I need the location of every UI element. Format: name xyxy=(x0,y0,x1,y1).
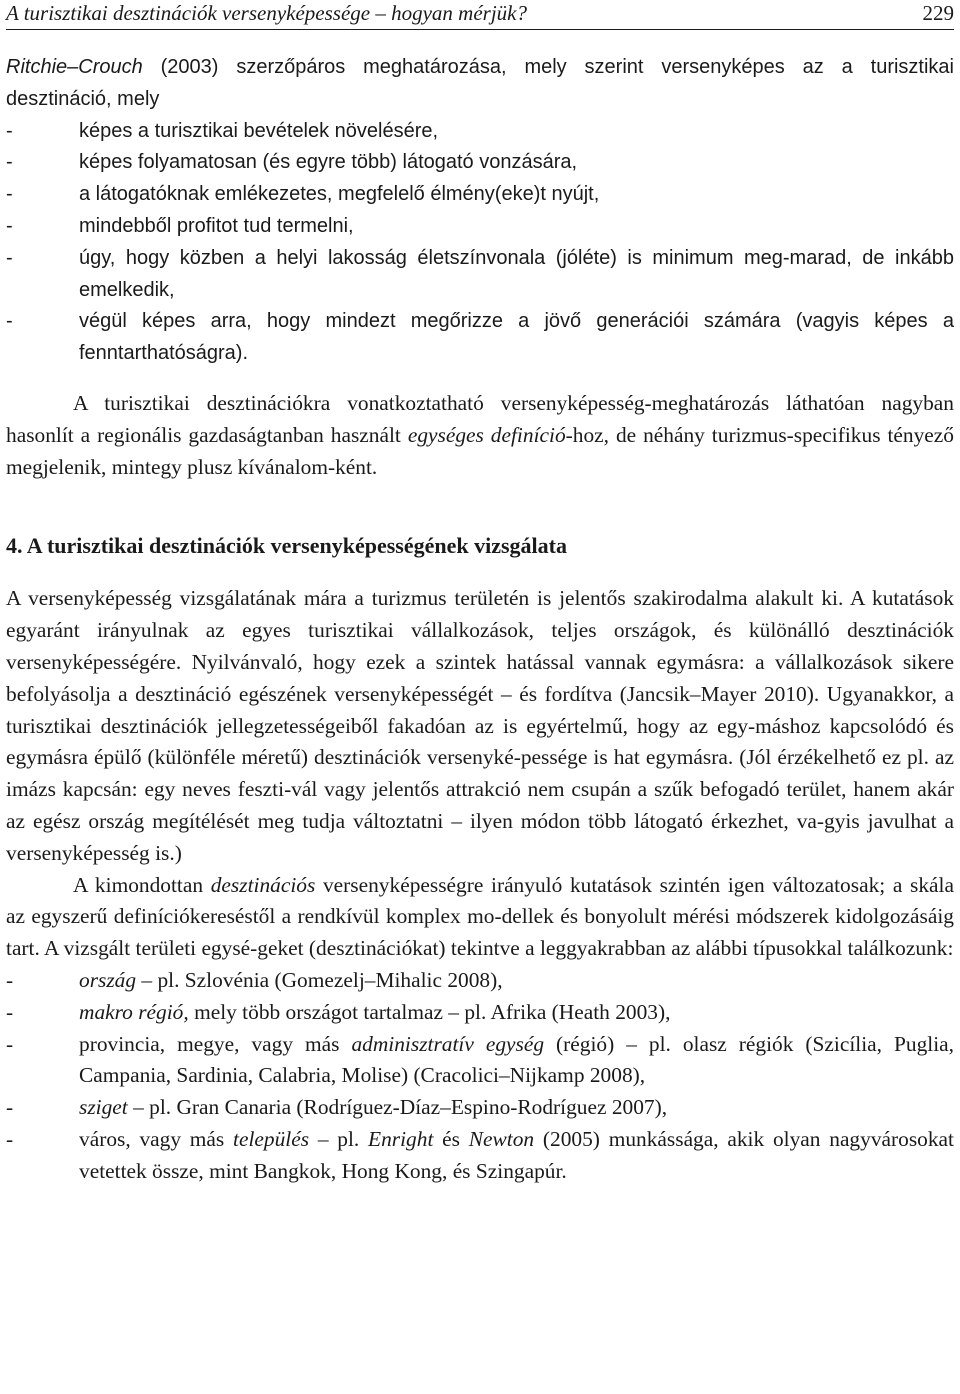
list-item: - ország – pl. Szlovénia (Gomezelj–Mihalic 2008), xyxy=(6,967,503,992)
definition-block xyxy=(6,52,954,370)
destination-types-list xyxy=(6,965,954,1188)
page-number: 229 xyxy=(922,1,954,25)
section-heading: 4. A turisztikai desztinációk versenyképességének vizsgálata xyxy=(6,533,567,559)
list-item: - úgy, hogy közben a helyi lakosság életszínvonala (jóléte) is minimum meg-marad, de inkább emelkedik, xyxy=(6,246,954,301)
list-item: - sziget – pl. Gran Canaria (Rodríguez-Díaz–Espino-Rodríguez 2007), xyxy=(6,1095,668,1120)
list-item: - mindebből profitot tud termelni, xyxy=(6,214,354,237)
definition-authors: Ritchie–Crouch xyxy=(6,56,143,78)
definition-list xyxy=(6,116,954,370)
list-item: - város, vagy más település – pl. Enright és Newton (2005) munkássága, akik olyan nagyvárosokat vetettek össze, mint Bangkok, Hong Kong, és Szingapúr. xyxy=(6,1126,954,1183)
paragraph-destination-research: A kimondottan desztinációs versenyképességre irányuló kutatások szintén igen változatosak; a skála az egyszerű definíciókereséstől a rendkívül komplex mo-dellek és bonyolult mérési módszerek kidolgozásáig tart. A vizsgált területi egysé-geket (desztinációkat) tekintve a leggyakrabban az alábbi típusokkal találkozunk: xyxy=(6,872,954,961)
list-item: - provincia, megye, vagy más adminisztratív egység (régió) – pl. olasz régiók (Szicília, Puglia, Campania, Sardinia, Calabria, Molise) (Cracolici–Nijkamp 2008), xyxy=(6,1031,955,1088)
page xyxy=(6,0,954,1188)
paragraph-research-overview: A versenyképesség vizsgálatának mára a turizmus területén is jelentős szakirodalma alakult ki. A kutatások egyaránt irányulnak az egyes turisztikai vállalkozások, teljes országok, és különálló desztinációk versenyképességére. Nyilvánvaló, hogy ezek a szintek hatással vannak egymásra: a vállalkozások sikere befolyásolja a desztináció egészének versenyképességét – és fordítva (Jancsik–Mayer 2010). Ugyanakkor, a turisztikai desztinációk jellegzetességeiből fakadóan az is egyértelmű, hogy az egy-máshoz kapcsolódó és egymásra épülő (különféle méretű) desztinációk versenyké-pessége is hat egymásra. (Jól érzékelhető ez pl. az imázs kapcsán: egy neves feszti-vál vagy jelentős attrakció nem csupán a szűk befogadó terület, hanem akár az egész ország megítélését meg tudja változtatni – ilyen módon több látogató érkezhet, va-gyis javulhat a versenyképesség is.) xyxy=(6,586,954,865)
list-item: - végül képes arra, hogy mindezt megőrizze a jövő generációi számára (vagyis képes a fenntarthatóságra). xyxy=(6,310,954,365)
list-item: - képes a turisztikai bevételek növelésére, xyxy=(6,119,439,142)
running-title: A turisztikai desztinációk versenyképessége – hogyan mérjük? xyxy=(6,1,527,25)
list-item: - képes folyamatosan (és egyre több) látogató vonzására, xyxy=(6,151,578,174)
running-header xyxy=(6,0,954,30)
list-item: - makro régió, mely több országot tartalmaz – pl. Afrika (Heath 2003), xyxy=(6,999,671,1024)
paragraph-definition-comparison: A turisztikai desztinációkra vonatkoztatható versenyképesség-meghatározás láthatóan nagyban hasonlít a regionális gazdaságtanban használt egységes definíció-hoz, de néhány turizmus-specifikus tényező megjelenik, mintegy plusz kívánalom-ként. xyxy=(6,390,954,479)
definition-intro: Ritchie–Crouch (2003) szerzőpáros meghatározása, mely szerint versenyképes az a turisztikai desztináció, mely xyxy=(6,56,954,110)
list-item: - a látogatóknak emlékezetes, megfelelő élmény(eke)t nyújt, xyxy=(6,183,600,206)
